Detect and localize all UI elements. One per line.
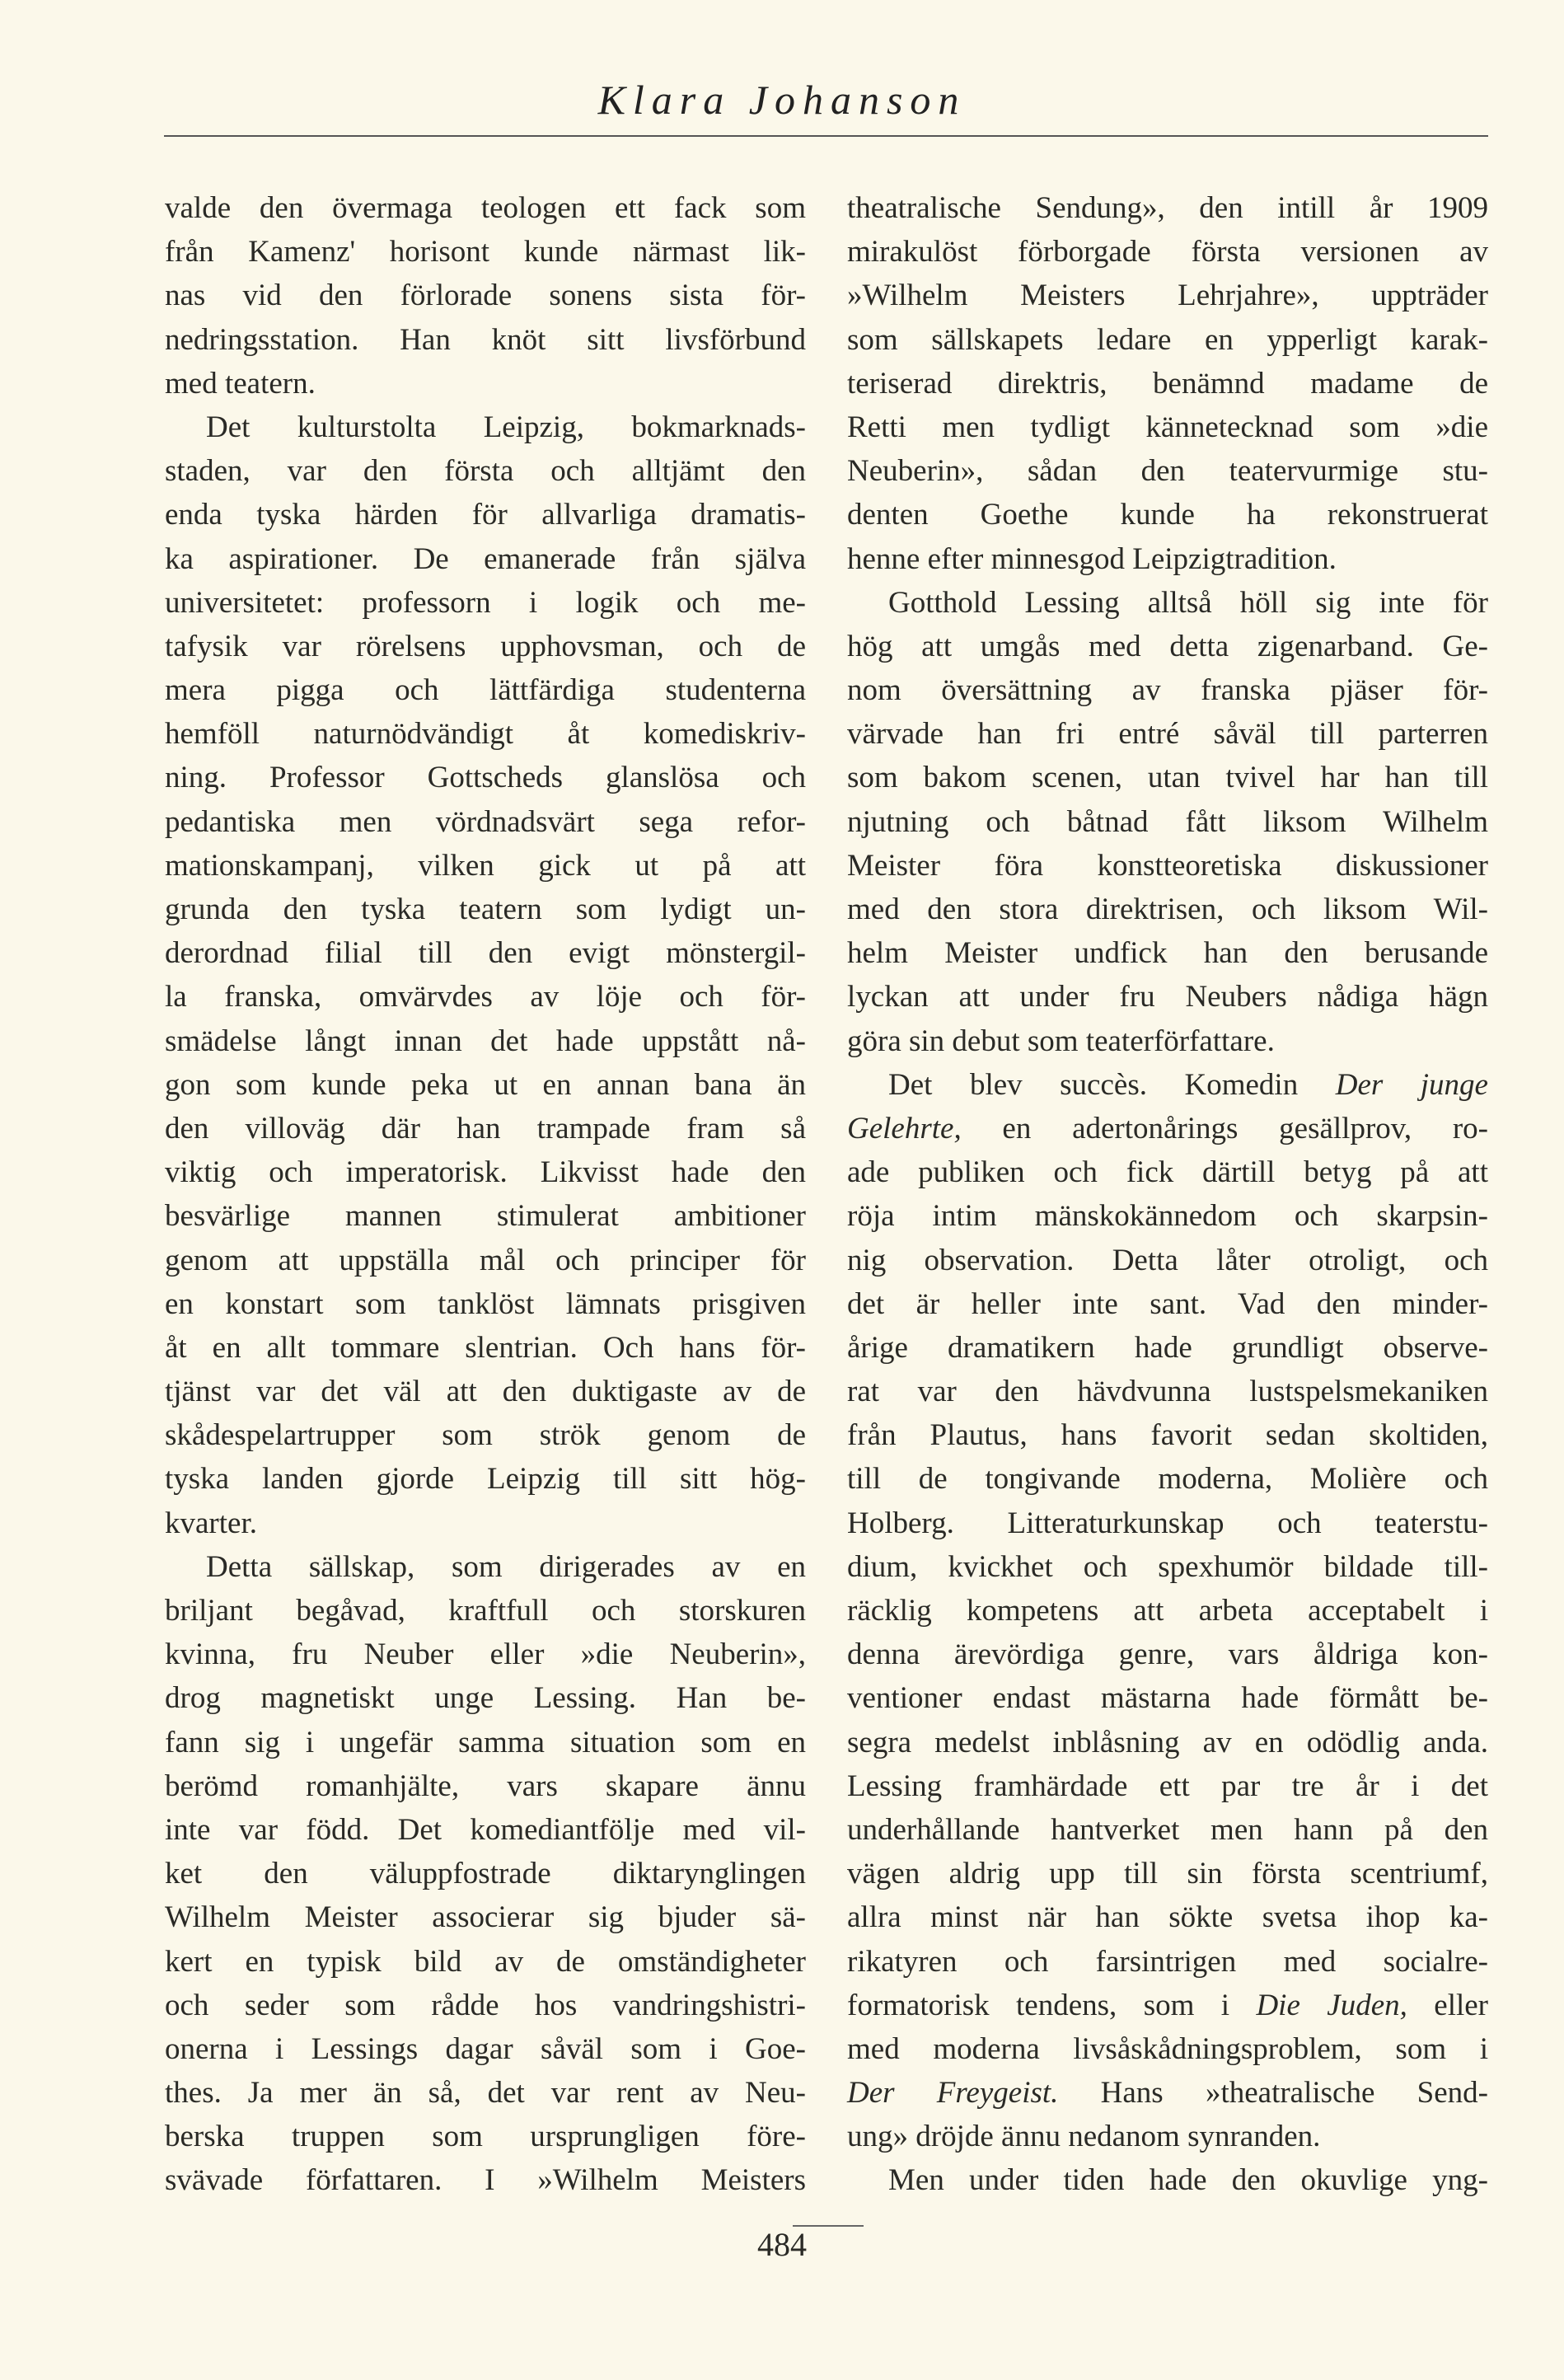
text-segment: ket den väluppfostrade diktarynglingen — [165, 1857, 806, 1891]
text-line — [165, 362, 806, 405]
italic-title: Gelehrte, — [847, 1111, 962, 1145]
text-line — [165, 712, 806, 756]
text-line — [847, 1326, 1488, 1370]
text-segment: Gotthold Lessing alltså höll sig inte för — [888, 585, 1488, 620]
text-line — [847, 1852, 1488, 1895]
text-line — [165, 1589, 806, 1633]
text-column-left — [165, 186, 806, 2203]
text-line — [847, 274, 1488, 317]
text-segment: enda tyska härden för allvarliga dramatis- — [165, 498, 806, 532]
text-line — [165, 1545, 806, 1589]
italic-title: Der junge — [1335, 1067, 1488, 1102]
text-line — [165, 625, 806, 668]
text-line — [847, 1633, 1488, 1676]
text-line — [165, 1107, 806, 1150]
text-segment: valde den övermaga teologen ett fack som — [165, 191, 806, 225]
text-segment: som bakom scenen, utan tvivel har han till — [847, 761, 1488, 795]
text-segment: mationskampanj, vilken gick ut på att — [165, 848, 806, 883]
text-line — [847, 1764, 1488, 1808]
text-segment: allra minst när han sökte svetsa ihop ka- — [847, 1900, 1488, 1935]
text-segment: ventioner endast mästarna hade förmått be- — [847, 1681, 1488, 1716]
text-segment: värvade han fri entré såväl till parterren — [847, 717, 1488, 752]
text-segment: årige dramatikern hade grundligt observe- — [847, 1330, 1488, 1365]
text-segment: dium, kvickhet och spexhumör bildade till- — [847, 1549, 1488, 1584]
text-segment: gon som kunde peka ut en annan bana än — [165, 1067, 806, 1102]
text-segment: segra medelst inblåsning av en odödlig anda. — [847, 1725, 1488, 1759]
text-line — [847, 2027, 1488, 2071]
text-line — [165, 537, 806, 581]
text-line — [847, 449, 1488, 493]
text-line — [847, 888, 1488, 931]
text-line — [165, 1063, 806, 1107]
text-segment: röja intim mänskokännedom och skarpsin- — [847, 1199, 1488, 1234]
text-segment: smädelse långt innan det hade uppstått nå- — [165, 1024, 806, 1058]
text-column-right — [847, 186, 1488, 2203]
text-line — [165, 2071, 806, 2115]
text-line — [847, 581, 1488, 625]
text-segment: drog magnetiskt unge Lessing. Han be- — [165, 1681, 806, 1716]
text-line — [165, 1721, 806, 1764]
text-segment: den villoväg där han trampade fram så — [165, 1111, 806, 1145]
text-segment: räcklig kompetens att arbeta acceptabelt i — [847, 1594, 1488, 1628]
text-line — [847, 1150, 1488, 1194]
text-line — [847, 186, 1488, 230]
header-rule — [164, 135, 1488, 137]
text-line — [165, 2115, 806, 2158]
text-segment: en konstart som tanklöst lämnats prisgiven — [165, 1286, 806, 1321]
text-line — [847, 625, 1488, 668]
running-header: Klara Johanson — [597, 77, 967, 123]
text-segment: rat var den hävdvunna lustspelsmekaniken — [847, 1375, 1488, 1409]
text-line — [165, 844, 806, 888]
page-number: 484 — [757, 2226, 807, 2263]
text-line — [165, 1326, 806, 1370]
text-segment: Detta sällskap, som dirigerades av en — [206, 1549, 806, 1584]
text-segment: teriserad direktris, benämnd madame de — [847, 366, 1488, 401]
text-segment: staden, var den första och alltjämt den — [165, 454, 806, 489]
text-line — [847, 800, 1488, 844]
text-line — [847, 1502, 1488, 1545]
text-line — [847, 318, 1488, 362]
text-segment: berska truppen som ursprungligen före- — [165, 2120, 806, 2154]
text-segment: lyckan att under fru Neubers nådiga hägn — [847, 980, 1488, 1014]
text-segment: genom att uppställa mål och principer för — [165, 1243, 806, 1277]
text-segment: besvärlige mannen stimulerat ambitioner — [165, 1199, 806, 1234]
text-line — [165, 1940, 806, 1984]
text-segment: Det kulturstolta Leipzig, bokmarknads- — [206, 410, 806, 444]
text-line — [847, 1940, 1488, 1984]
text-line — [847, 1457, 1488, 1501]
text-segment: eller — [1407, 1988, 1488, 2022]
text-line — [847, 1895, 1488, 1939]
text-line — [165, 888, 806, 931]
text-line — [847, 975, 1488, 1019]
text-line — [165, 756, 806, 799]
text-line — [165, 581, 806, 625]
text-segment: Hans »theatralische Send- — [1058, 2076, 1488, 2111]
text-line — [847, 1808, 1488, 1852]
text-segment: ade publiken och fick därtill betyg på att — [847, 1155, 1488, 1190]
text-line — [847, 405, 1488, 449]
text-segment: nedringsstation. Han knöt sitt livsförbund — [165, 322, 806, 357]
text-segment: berömd romanhjälte, vars skapare ännu — [165, 1769, 806, 1803]
text-line — [165, 1984, 806, 2027]
text-segment: fann sig i ungefär samma situation som en — [165, 1725, 806, 1759]
italic-title: Die Juden, — [1256, 1988, 1407, 2022]
text-line — [165, 1413, 806, 1457]
text-segment: »Wilhelm Meisters Lehrjahre», uppträder — [847, 279, 1488, 313]
text-segment: göra sin debut som teaterförfattare. — [847, 1024, 1275, 1058]
italic-title: Der Freygeist. — [847, 2076, 1059, 2111]
text-segment: ning. Professor Gottscheds glanslösa och — [165, 761, 806, 795]
text-segment: viktig och imperatorisk. Likvisst hade den — [165, 1155, 806, 1190]
text-line — [847, 668, 1488, 712]
text-segment: kvinna, fru Neuber eller »die Neuberin», — [165, 1637, 806, 1672]
text-segment: theatralische Sendung», den intill år 1909 — [847, 191, 1488, 225]
text-line — [847, 2071, 1488, 2115]
text-line — [847, 844, 1488, 888]
text-segment: thes. Ja mer än så, det var rent av Neu- — [165, 2076, 806, 2111]
text-line — [847, 1282, 1488, 1326]
text-line — [165, 1019, 806, 1063]
text-line — [165, 493, 806, 536]
text-line — [165, 2027, 806, 2071]
text-line — [847, 1019, 1488, 1063]
text-segment: denten Goethe kunde ha rekonstruerat — [847, 498, 1488, 532]
text-segment: derordnad filial till den evigt mönstergil- — [165, 936, 806, 971]
text-line — [847, 931, 1488, 975]
text-segment: tafysik var rörelsens upphovsman, och de — [165, 629, 806, 663]
text-segment: underhållande hantverket men hann på den — [847, 1812, 1488, 1847]
text-segment: Det blev succès. Komedin — [888, 1067, 1336, 1102]
text-line — [165, 405, 806, 449]
text-segment: pedantiska men vördnadsvärt sega refor- — [165, 804, 806, 839]
text-segment: Wilhelm Meister associerar sig bjuder sä- — [165, 1900, 806, 1935]
text-segment: och seder som rådde hos vandringshistri- — [165, 1988, 806, 2022]
text-segment: Retti men tydligt kännetecknad som »die — [847, 410, 1488, 444]
text-line — [847, 756, 1488, 799]
text-line — [165, 1150, 806, 1194]
text-line — [165, 1633, 806, 1676]
text-segment: briljant begåvad, kraftfull och storskuren — [165, 1594, 806, 1628]
text-line — [847, 493, 1488, 536]
text-line — [847, 1721, 1488, 1764]
text-line — [847, 1545, 1488, 1589]
text-line — [165, 1370, 806, 1413]
text-line — [165, 975, 806, 1019]
text-line — [847, 1239, 1488, 1282]
text-segment: la franska, omvärvdes av löje och för- — [165, 980, 806, 1014]
text-segment: onerna i Lessings dagar såväl som i Goe- — [165, 2031, 806, 2066]
text-line — [847, 1984, 1488, 2027]
text-line — [165, 1457, 806, 1501]
text-segment: Men under tiden hade den okuvlige yng- — [888, 2163, 1488, 2198]
text-line — [165, 318, 806, 362]
text-segment: inte var född. Det komediantfölje med vil- — [165, 1812, 806, 1847]
text-segment: nig observation. Detta låter otroligt, och — [847, 1243, 1488, 1277]
text-line — [165, 931, 806, 975]
text-line — [165, 1895, 806, 1939]
text-segment: Holberg. Litteraturkunskap och teaterstu- — [847, 1506, 1488, 1540]
text-line — [847, 712, 1488, 756]
text-line — [165, 1282, 806, 1326]
text-segment: nas vid den förlorade sonens sista för- — [165, 279, 806, 313]
text-line — [847, 2158, 1488, 2202]
text-line — [847, 230, 1488, 274]
text-segment: hög att umgås med detta zigenarband. Ge- — [847, 629, 1488, 663]
text-segment: tjänst var det väl att den duktigaste av de — [165, 1375, 806, 1409]
text-segment: tyska landen gjorde Leipzig till sitt hög- — [165, 1462, 806, 1497]
text-line — [847, 1413, 1488, 1457]
text-segment: nom översättning av franska pjäser för- — [847, 673, 1488, 708]
text-line — [847, 2115, 1488, 2158]
text-line — [165, 1852, 806, 1895]
text-segment: med moderna livsåskådningsproblem, som i — [847, 2031, 1488, 2066]
text-line — [847, 1589, 1488, 1633]
text-line — [165, 1194, 806, 1238]
text-segment: kert en typisk bild av de omständigheter — [165, 1944, 806, 1979]
text-segment: det är heller inte sant. Vad den minder- — [847, 1286, 1488, 1321]
text-segment: helm Meister undfick han den berusande — [847, 936, 1488, 971]
text-line — [847, 537, 1488, 581]
text-segment: denna ärevördiga genre, vars åldriga kon- — [847, 1637, 1488, 1672]
text-segment: formatorisk tendens, som i — [847, 1988, 1257, 2022]
text-segment: kvarter. — [165, 1506, 257, 1540]
text-segment: mirakulöst förborgade första versionen av — [847, 235, 1488, 269]
text-line — [165, 1764, 806, 1808]
text-segment: med den stora direktrisen, och liksom Wil- — [847, 892, 1488, 926]
text-line — [165, 230, 806, 274]
text-line — [165, 1239, 806, 1282]
text-segment: svävade författaren. I »Wilhelm Meisters — [165, 2163, 806, 2198]
text-segment: henne efter minnesgod Leipzigtradition. — [847, 541, 1337, 576]
text-line — [847, 1676, 1488, 1720]
text-line — [165, 2158, 806, 2202]
text-segment: med teatern. — [165, 366, 316, 401]
text-line — [165, 800, 806, 844]
text-segment: mera pigga och lättfärdiga studenterna — [165, 673, 806, 708]
text-line — [847, 362, 1488, 405]
text-segment: från Plautus, hans favorit sedan skoltiden, — [847, 1418, 1488, 1453]
text-segment: till de tongivande moderna, Molière och — [847, 1462, 1488, 1497]
text-line — [847, 1370, 1488, 1413]
text-line — [847, 1194, 1488, 1238]
text-segment: skådespelartrupper som strök genom de — [165, 1418, 806, 1453]
text-segment: som sällskapets ledare en ypperligt karak- — [847, 322, 1488, 357]
text-line — [847, 1107, 1488, 1150]
text-segment: ka aspirationer. De emanerade från själva — [165, 541, 806, 576]
text-segment: hemföll naturnödvändigt åt komediskriv- — [165, 717, 806, 752]
text-segment: rikatyren och farsintrigen med socialre- — [847, 1944, 1488, 1979]
text-line — [847, 1063, 1488, 1107]
text-segment: njutning och båtnad fått liksom Wilhelm — [847, 804, 1488, 839]
text-segment: grunda den tyska teatern som lydigt un- — [165, 892, 806, 926]
text-line — [165, 186, 806, 230]
text-segment: Neuberin», sådan den teatervurmige stu- — [847, 454, 1488, 489]
text-segment: Meister föra konstteoretiska diskussioner — [847, 848, 1488, 883]
text-line — [165, 449, 806, 493]
text-segment: åt en allt tommare slentrian. Och hans för- — [165, 1330, 806, 1365]
text-segment: vägen aldrig upp till sin första scentriumf, — [847, 1857, 1488, 1891]
text-line — [165, 1676, 806, 1720]
text-line — [165, 1502, 806, 1545]
text-segment: universitetet: professorn i logik och me- — [165, 585, 806, 620]
text-segment: från Kamenz' horisont kunde närmast lik- — [165, 235, 806, 269]
text-line — [165, 668, 806, 712]
text-segment: ung» dröjde ännu nedanom synranden. — [847, 2120, 1321, 2154]
text-segment: Lessing framhärdade ett par tre år i det — [847, 1769, 1488, 1803]
text-line — [165, 274, 806, 317]
text-line — [165, 1808, 806, 1852]
text-segment: en adertonårings gesällprov, ro- — [961, 1111, 1488, 1145]
